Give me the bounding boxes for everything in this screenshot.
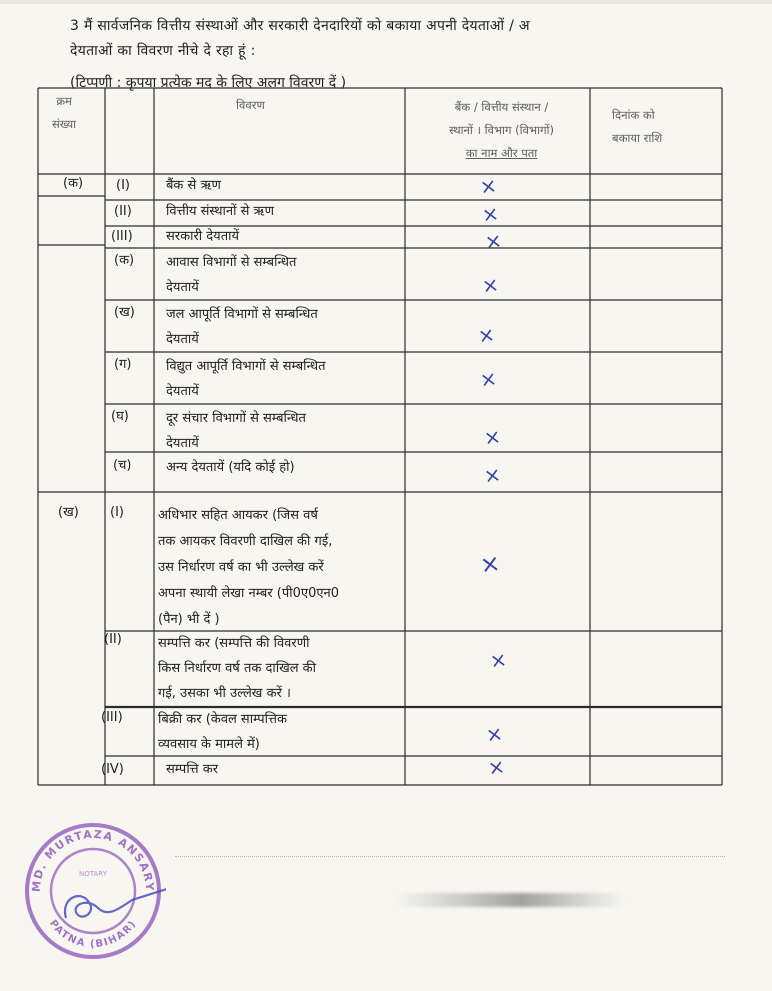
section-kha-label: (ख) (58, 505, 79, 520)
page-edge (0, 0, 772, 4)
row-3-mark: × (483, 227, 504, 255)
intro-line-1: 3 मैं सार्वजनिक वित्तीय संस्थाओं और सरकारी देनदारियों को बकाया अपनी देयताओं / अ (70, 18, 530, 34)
row-6-text: विद्युत आपूर्ति विभागों से सम्बन्धित देयतायें (166, 359, 326, 399)
row-2-text: वित्तीय संस्थानों से ऋण (166, 204, 274, 219)
row-10-sub: (II) (104, 632, 122, 647)
row-11-text: बिक्री कर (केवल साम्पत्तिक व्यवसाय के मामले में) (158, 712, 287, 752)
row-10-mark: × (488, 646, 509, 674)
row-6-mark: × (478, 365, 499, 393)
signature-scribble (65, 888, 166, 918)
row-5-sub: (ख) (114, 305, 135, 320)
row-6-sub: (ग) (114, 357, 132, 372)
header-description: विवरण (236, 98, 265, 112)
row-2-mark: × (480, 200, 501, 228)
row-12-sub: (IV) (101, 762, 124, 777)
row-7-mark: × (482, 423, 503, 451)
row-5-mark: × (476, 321, 497, 349)
row-2-sub: (II) (114, 204, 132, 219)
row-12-mark: × (486, 753, 507, 781)
row-1-text: बैंक से ऋण (166, 178, 221, 193)
intro-line-2: देयताओं का विवरण नीचे दे रहा हूं : (70, 43, 256, 59)
row-1-mark: × (478, 172, 499, 200)
row-9-text: अधिभार सहित आयकर (जिस वर्ष तक आयकर विवरणी दाखिल की गई, उस निर्धारण वर्ष का भी उल्लेख करें अपना स्थायी लेखा नम्बर (पी0ए0एन0 (पैन) भी दें ) (158, 508, 340, 627)
row-9-mark: × (478, 548, 502, 580)
notary-stamp (20, 818, 166, 964)
stamp-center-text: NOTARY (79, 870, 107, 878)
section-ka-label: (क) (63, 176, 84, 191)
intro-paragraph (70, 14, 750, 64)
row-7-sub: (घ) (111, 409, 129, 424)
row-12-text: सम्पत्ति कर (166, 762, 219, 777)
stamp-bottom-text: PATNA (BIHAR) (47, 918, 139, 951)
row-3-sub: (III) (111, 229, 133, 244)
row-1-sub: (I) (116, 178, 130, 193)
header-serial: क्रम संख्या (52, 94, 77, 131)
signature-smudge (395, 893, 625, 907)
svg-text:MD. MURTAZA ANSARY (30, 828, 156, 893)
header-bank: बैंक / वित्तीय संस्थान / स्थानों । विभाग (विभागों) का नाम और पता (448, 100, 555, 160)
note-text: (टिप्पणी : कृपया प्रत्येक मद के लिए अलग विवरण दें ) (70, 75, 347, 91)
row-4-sub: (क) (114, 253, 135, 268)
stamp-ring-text: MD. MURTAZA ANSARY (29, 827, 157, 893)
row-11-sub: (III) (101, 710, 123, 725)
row-8-sub: (च) (113, 458, 132, 473)
row-5-text: जल आपूर्ति विभागों से सम्बन्धित देयतायें (166, 307, 318, 347)
header-amount: दिनांक को बकाया राशि (612, 108, 663, 145)
dotted-line (175, 856, 725, 857)
row-3-text: सरकारी देयतायें (166, 229, 240, 244)
row-8-mark: × (482, 461, 503, 489)
row-7-text: दूर संचार विभागों से सम्बन्धित देयतायें (166, 411, 306, 451)
row-11-mark: × (484, 720, 505, 748)
row-9-sub: (I) (110, 505, 124, 520)
row-4-text: आवास विभागों से सम्बन्धित देयतायें (166, 255, 297, 295)
row-10-text: सम्पत्ति कर (सम्पत्ति की विवरणी किस निर्धारण वर्ष तक दाखिल की गई, उसका भी उल्लेख करें । (158, 636, 317, 701)
row-4-mark: × (480, 271, 501, 299)
row-8-text: अन्य देयतायें (यदि कोई हो) (166, 460, 295, 475)
